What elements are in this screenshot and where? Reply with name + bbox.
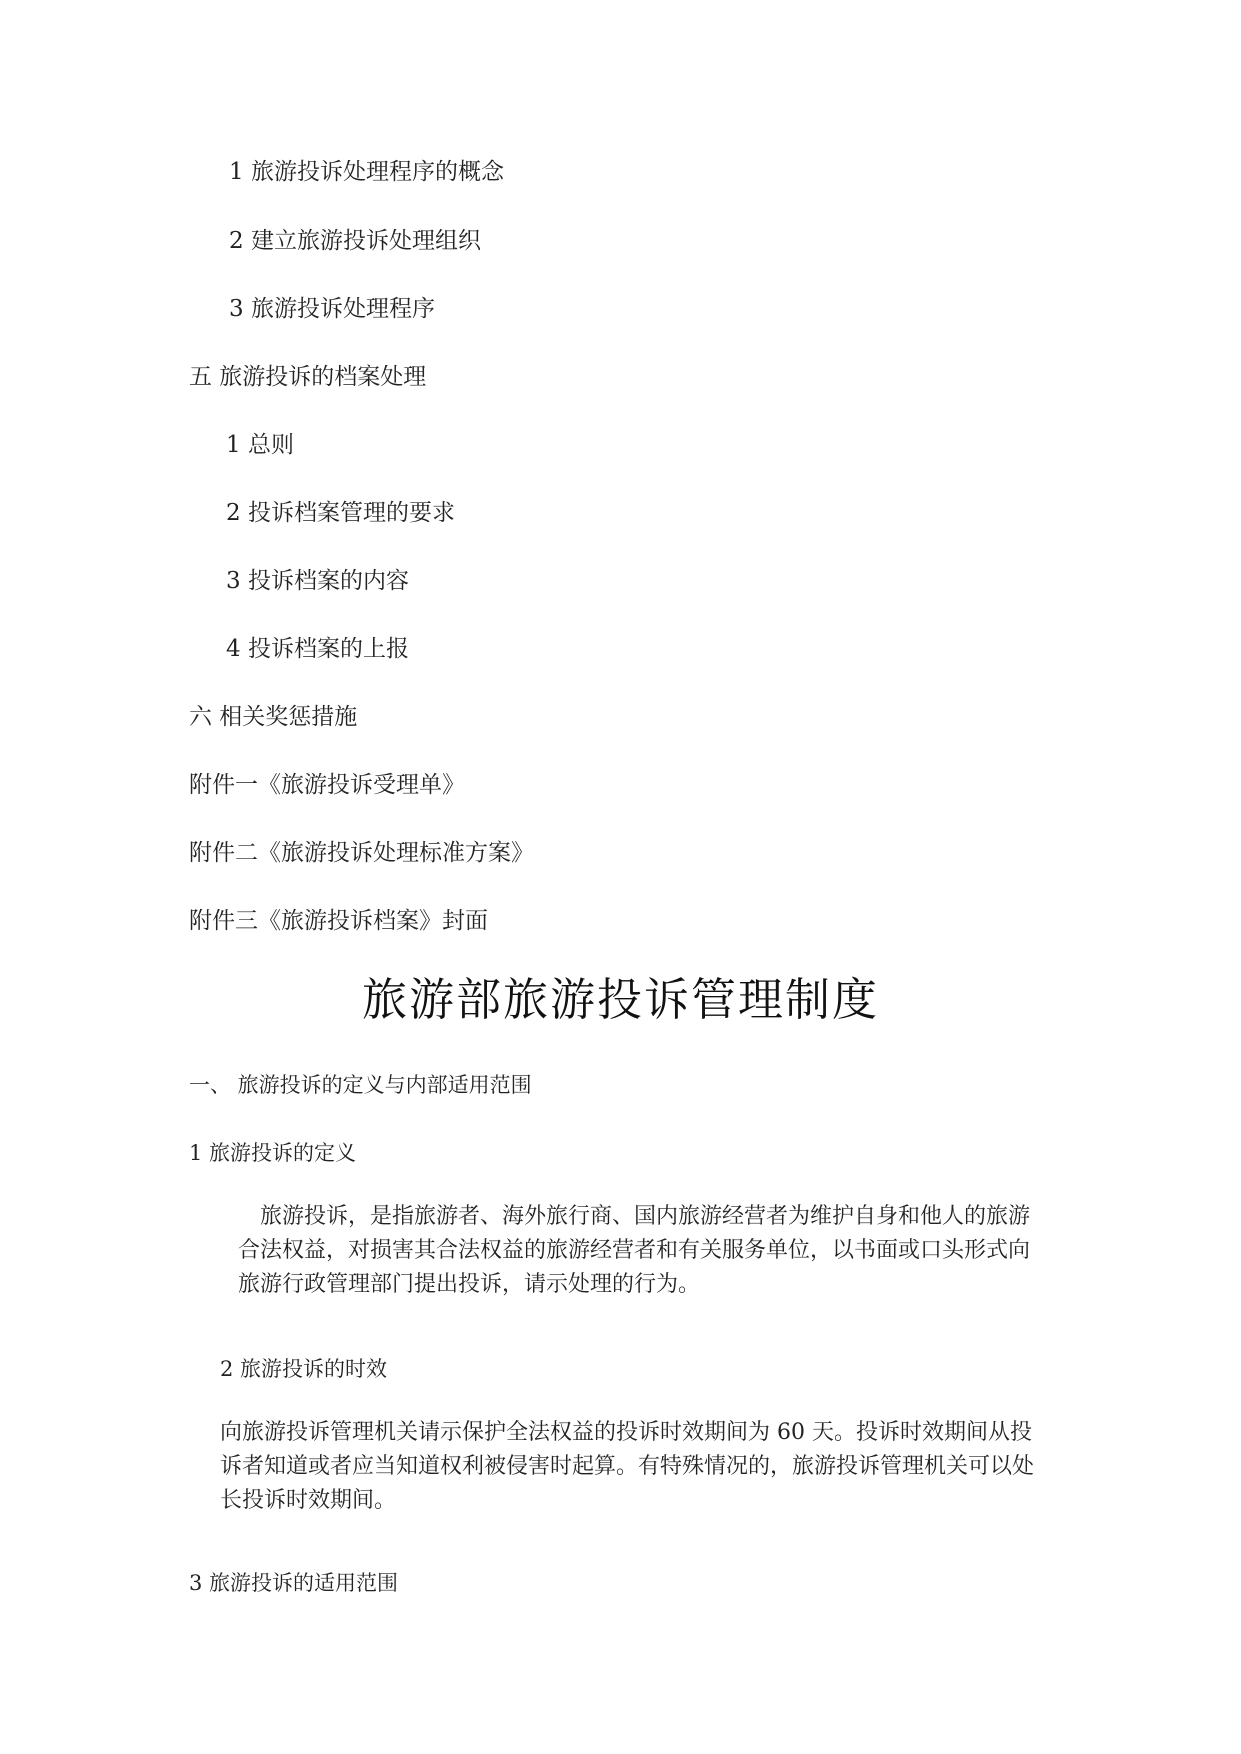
outline-item-5-1: 1 总则	[226, 432, 294, 458]
outline-section-6: 六 相关奖惩措施	[189, 704, 358, 730]
attachment-1: 附件一《旅游投诉受理单》	[189, 772, 465, 798]
outline-item-4-2: 2 建立旅游投诉处理组织	[229, 228, 481, 254]
outline-item-4-3: 3 旅游投诉处理程序	[229, 296, 435, 322]
outline-item-5-4: 4 投诉档案的上报	[226, 636, 409, 662]
section-1-2-heading: 2 旅游投诉的时效	[220, 1357, 388, 1381]
outline-item-5-2: 2 投诉档案管理的要求	[226, 500, 455, 526]
outline-item-5-3: 3 投诉档案的内容	[226, 568, 409, 594]
section-1-heading: 一、 旅游投诉的定义与内部适用范围	[189, 1073, 532, 1097]
section-1-1-heading: 1 旅游投诉的定义	[189, 1141, 357, 1165]
section-1-2-paragraph: 向旅游投诉管理机关请示保护全法权益的投诉时效期间为 60 天。投诉时效期间从投诉者知道或者应当知道权利被侵害时起算。有特殊情况的，旅游投诉管理机关可以处长投诉时效期间。	[220, 1420, 1035, 1513]
attachment-2: 附件二《旅游投诉处理标准方案》	[189, 840, 534, 866]
section-1-3-heading: 3 旅游投诉的适用范围	[189, 1571, 399, 1595]
document-title: 旅游部旅游投诉管理制度	[361, 973, 879, 1026]
section-1-1-paragraph: 旅游投诉，是指旅游者、海外旅行商、国内旅游经营者为维护自身和他人的旅游合法权益，对损害其合法权益的旅游经营者和有关服务单位，以书面或口头形式向旅游行政管理部门提出投诉，请示处理的行为。	[238, 1204, 1031, 1297]
outline-section-5: 五 旅游投诉的档案处理	[189, 364, 427, 390]
outline-item-4-1: 1 旅游投诉处理程序的概念	[229, 159, 504, 185]
attachment-3: 附件三《旅游投诉档案》封面	[189, 908, 488, 934]
